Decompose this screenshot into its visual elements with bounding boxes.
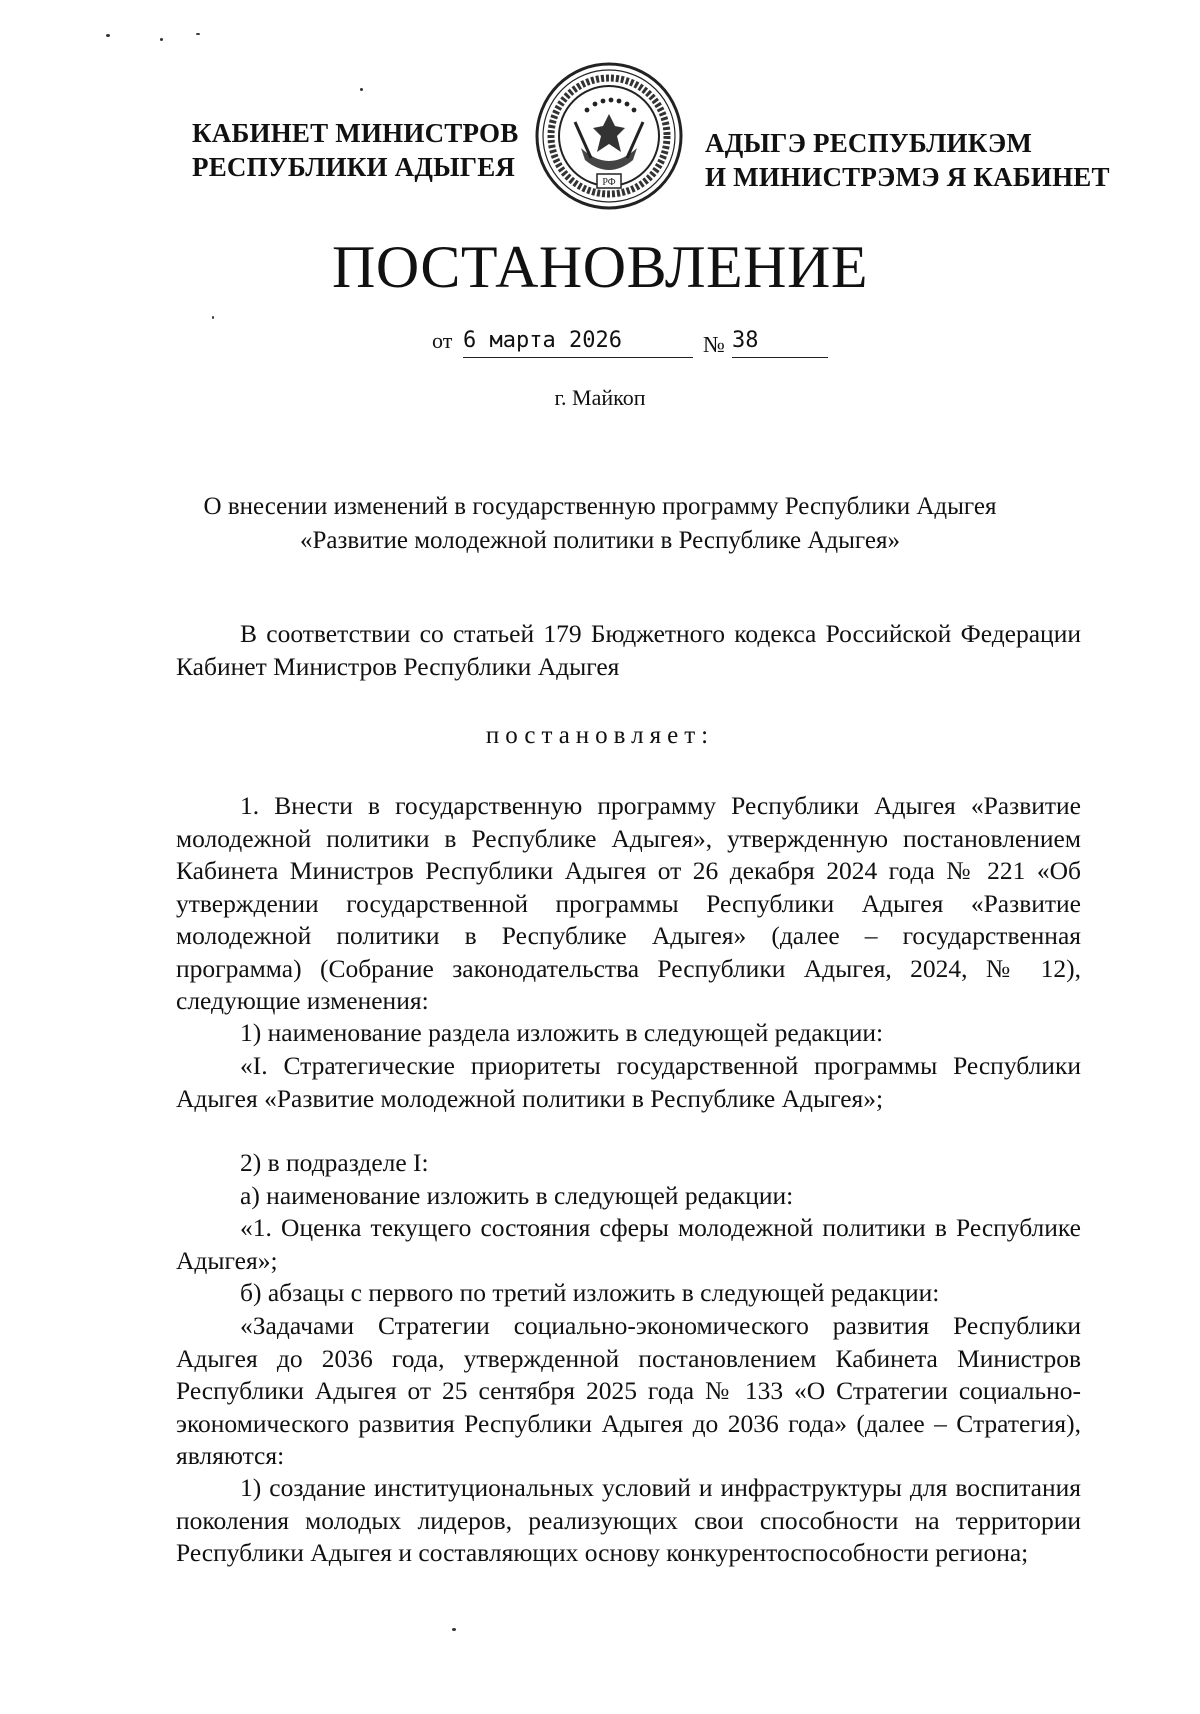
document-date: 6 марта 2026: [463, 328, 693, 358]
paragraph-5: а) наименование изложить в следующей редакции:: [240, 1181, 794, 1210]
date-number-row: [0, 328, 1200, 368]
emblem-icon: [535, 62, 683, 210]
paragraph-9: 1) создание институциональных условий и инфраструктуры для воспитания поколения молодых лидеров, реализующих свои способности на территории Республики Адыгея и составляющих основу конкурентоспособности региона;: [176, 1473, 1081, 1567]
scan-speck: [160, 38, 163, 41]
scan-speck: [452, 1628, 456, 1631]
issuer-adyghe-line-1: АДЫГЭ РЕСПУБЛИКЭМ: [705, 128, 1033, 158]
subject-line-1: О внесении изменений в государственную программу Республики Адыгея: [203, 493, 997, 520]
document-subject: [0, 490, 1200, 558]
paragraph-2: 1) наименование раздела изложить в следующей редакции:: [240, 1018, 884, 1047]
date-prefix: от: [432, 328, 453, 353]
paragraph-7: б) абзацы с первого по третий изложить в следующей редакции:: [240, 1278, 940, 1307]
svg-text:РФ: РФ: [602, 177, 616, 188]
paragraph-1: 1. Внести в государственную программу Республики Адыгея «Развитие молодежной политики в Республике Адыгея», утвержденную постановлением Кабинета Министров Республики Адыгея от 26 декабря 2024 года № 221 «Об утверждении государственной программы Республики Адыгея «Развитие молодежной политики в Республике Адыгея» (далее – государственная программа) (Собрание законодательства Республики Адыгея, 2024, № 12), следующие изменения:: [176, 791, 1081, 1015]
subject-line-2: «Развитие молодежной политики в Республике Адыгея»: [300, 527, 900, 554]
document-number: 38: [732, 328, 828, 358]
scan-speck: [196, 33, 200, 35]
city: г. Майкоп: [554, 385, 646, 410]
paragraph-4: 2) в подразделе I:: [240, 1148, 429, 1177]
coat-of-arms-emblem: [535, 62, 683, 210]
number-label: №: [703, 332, 725, 357]
preamble: В соответствии со статьей 179 Бюджетного кодекса Российской Федерации Кабинет Министров Республики Адыгея: [176, 619, 1081, 681]
document-title: ПОСТАНОВЛЕНИЕ: [332, 234, 868, 300]
paragraph-8: «Задачами Стратегии социально-экономического развития Республики Адыгея до 2036 года, утвержденной постановлением Кабинета Министров Республики Адыгея от 25 сентября 2025 года № 133 «О Стратегии социально-экономического развития Республики Адыгея до 2036 года» (далее – Стратегия), являются:: [176, 1311, 1081, 1470]
scan-speck: [212, 316, 214, 319]
decree-word: постановляет:: [485, 722, 715, 749]
scan-speck: [360, 88, 363, 91]
issuer-name-adyghe: [705, 126, 1110, 194]
paragraph-3: «I. Стратегические приоритеты государственной программы Республики Адыгея «Развитие молодежной политики в Республике Адыгея»;: [176, 1051, 1081, 1113]
paragraph-6: «1. Оценка текущего состояния сферы молодежной политики в Республике Адыгея»;: [176, 1213, 1081, 1275]
scan-speck: [106, 34, 110, 37]
issuer-name-russian: [192, 116, 518, 184]
issuer-adyghe-line-2: И МИНИСТРЭМЭ Я КАБИНЕТ: [705, 162, 1110, 192]
issuer-line-2: РЕСПУБЛИКИ АДЫГЕЯ: [192, 152, 516, 182]
issuer-line-1: КАБИНЕТ МИНИСТРОВ: [192, 118, 519, 148]
